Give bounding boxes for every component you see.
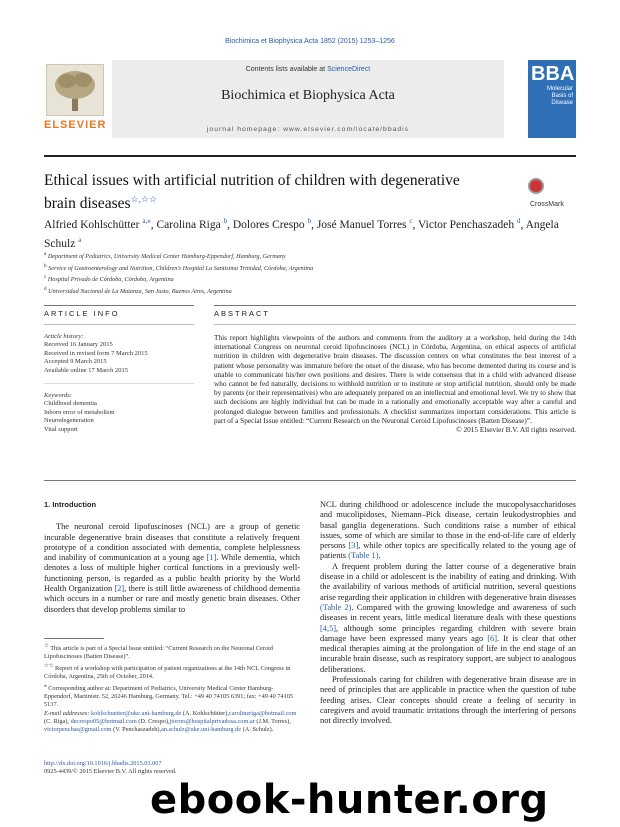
abstract	[214, 309, 576, 434]
author-name[interactable]: Victor Penchaszadeh	[418, 218, 515, 231]
author-affiliation-mark[interactable]: b	[307, 217, 312, 225]
journal-header	[44, 60, 576, 140]
cover-subtitle: Molecular Basis of Disease	[546, 86, 573, 106]
section-heading: 1. Introduction	[44, 500, 97, 509]
paragraph-text: . Compared with the growing knowledge and awareness of such diseases in recent years, little medical literature deals with these questions	[320, 602, 576, 623]
elsevier-tree-icon	[46, 64, 104, 116]
footnote-rule	[44, 638, 104, 639]
journal-title: Biochimica et Biophysica Acta	[221, 88, 395, 103]
citation-link[interactable]: [3]	[348, 541, 359, 551]
paragraph	[320, 562, 576, 675]
email-owner: (C. Riga),	[44, 718, 71, 726]
abstract-copyright: © 2015 Elsevier B.V. All rights reserved.	[456, 425, 576, 435]
doi-link[interactable]: http://dx.doi.org/10.1016/j.bbadis.2015.03.007	[44, 760, 162, 767]
author-name[interactable]: José Manuel Torres	[316, 218, 407, 231]
affiliation	[44, 262, 576, 274]
author-name[interactable]: Dolores Crespo	[232, 218, 305, 231]
author-affiliation-mark[interactable]: a,⁎	[142, 217, 151, 225]
citation-link[interactable]: [1]	[206, 553, 217, 563]
elsevier-logo	[44, 64, 106, 134]
keywords	[44, 392, 194, 434]
paragraph	[44, 522, 300, 615]
abstract-rule	[214, 305, 576, 306]
crossmark-label: CrossMark	[530, 200, 564, 208]
email-owner: (V. Penchaszadeh),	[111, 726, 162, 734]
email-addresses	[44, 710, 300, 734]
article-title-text: Ethical issues with artificial nutrition of children with degenerative brain diseases	[44, 172, 460, 213]
article-title	[44, 172, 494, 213]
citation-link[interactable]: (Table 1)	[348, 551, 379, 561]
article-info-rule	[44, 305, 194, 306]
article-history	[44, 333, 194, 375]
journal-homepage[interactable]: journal homepage: www.elsevier.com/locate/bbadis	[206, 126, 410, 133]
author-affiliation-mark[interactable]: c	[409, 217, 413, 225]
affiliation-mark: a	[44, 251, 47, 257]
issn-line: 0925-4439/© 2015 Elsevier B.V. All rights reserved.	[44, 768, 177, 775]
email-link[interactable]: decrespo05@hotmail.com	[70, 718, 137, 726]
paragraph-text: . While dementia, which denotes a loss of multiple higher cortical functions in a previously well-functioning person, is regarded as a public health priority by the World Health Organization	[44, 553, 300, 594]
paragraph	[320, 500, 576, 562]
citation-link[interactable]: [6]	[487, 633, 498, 643]
email-link[interactable]: carolineriga@hotmail.com	[228, 710, 297, 718]
keyword-item: Childhood dementia	[44, 400, 97, 408]
email-label: E-mail addresses:	[44, 710, 91, 718]
journal-citation[interactable]: Biochimica et Biophysica Acta 1852 (2015) 1253–1256	[225, 38, 395, 45]
email-link[interactable]: victorpenchas@gmail.com	[44, 726, 112, 734]
paragraph-text: . It is clear that other medical therapies aiming at the prolongation of life in the end stage of an incurable brain disease, such as respiratory support, are subject to analogous deliberations.	[320, 633, 576, 674]
affiliation-text: Hospital Privado de Córdoba, Córdoba, Argentina	[47, 276, 174, 284]
abstract-text: This report highlights viewpoints of the authors and comments from the auditory at a workshop, held during the 14th international Congress on neuronal ceroid lipofuscinoses (NCL) in Córdoba, Argentina, on ethical aspects of artificial nutrition in children with degenerative brain diseases. The discussion centers on what constitutes the best interest of a patient whose personality was immature before the onset of the disease, who has become demented during its course and is unable to communicate his/her own positions and desires. There is wide consensus that in a child with advanced disease who cannot be fed naturally, decisions to withhold nutrition or to institute or stop artificial nutrition, should only be made by parents (or their representatives) who are adequately prepared on an intellectual and emotional level. We try to show that such decisions are highly individual but can be made in a rationally and emotionally acceptable way after a careful and prolonged dialogue between families and professionals. A checklist summarizes important considerations. This article is part of a Special Issue entitled: “Current Research on the Neuronal Ceroid Lipofuscinoses (Batten Disease)”.	[214, 333, 576, 425]
article-info-heading: ARTICLE INFO	[44, 309, 120, 318]
crossmark-icon	[528, 178, 544, 194]
header-rule	[44, 155, 576, 157]
cover-bba: BBA	[531, 63, 575, 85]
paragraph-text: , while other topics are specifically related to the young age of patients	[320, 541, 576, 561]
paragraph-text: .	[378, 551, 381, 561]
affiliation-text: Universidad Nacional de La Matanza, San Justo, Buenos Aires, Argentina	[48, 287, 232, 295]
email-link[interactable]: kohlschuetter@uke.uni-hamburg.de	[91, 710, 182, 718]
contents-line	[112, 66, 504, 73]
sciencedirect-link[interactable]: ScienceDirect	[327, 66, 371, 73]
email-link[interactable]: an.schulz@uke.uni-hamburg.de	[161, 726, 242, 734]
abstract-divider	[214, 324, 576, 325]
affiliation	[44, 285, 576, 297]
affiliation-mark: b	[44, 262, 47, 269]
affiliation-text: Service of Gastroenterology and Nutrition, Children's Hospital La Santisima Trinidad, Córdoba, Argentina	[48, 264, 314, 272]
watermark: ebook-hunter.org	[150, 777, 549, 823]
paragraph-text: A frequent problem during the latter course of a degenerative brain disease in a child or adolescent is the inability of eating and drinking. With the availability of various methods of artificial nutrition, several questions arise regarding their application in children with degenerative brain diseases	[320, 561, 576, 602]
history-item: Available online 17 March 2015	[44, 366, 128, 374]
journal-cover[interactable]	[528, 60, 576, 138]
footnote: ☆☆ Report of a workshop with participation of patient organizations at the 14th NCL Congress in Córdoba, Argentina, 25th of October, 2014.	[44, 663, 291, 681]
paragraph-text: The neuronal ceroid lipofuscinoses (NCL) are a group of genetic incurable degenerative brain diseases that constitute a relatively frequent prototype of a condition associated with dementia, complete helplessness and inability of communication at a young age	[44, 522, 300, 563]
keyword-item: Inborn error of metabolism	[44, 408, 115, 416]
title-footnote-marks[interactable]: ☆,☆☆	[130, 194, 157, 204]
affiliation-mark: c	[44, 274, 47, 281]
citation-link[interactable]: [4,5]	[320, 623, 337, 633]
crossmark-badge[interactable]	[528, 177, 576, 208]
author-affiliation-mark[interactable]: d	[516, 217, 521, 225]
paragraph-text: NCL during childhood or adolescence include the mucopolysaccharidoses and mucolipidoses, Niemann–Pick disease, certain leukodystrophies and basal ganglia degenerations. Such conditions raise a number of ethical issues, some of which are similar to those in the end-of-life care of elderly persons	[320, 500, 576, 551]
footnotes	[44, 642, 300, 735]
email-owner: (D. Crespo),	[136, 718, 170, 726]
email-owner: (A. Schulz).	[241, 726, 274, 734]
footnote: ⁎ Corresponding author at: Department of Pediatrics, University Medical Center Hamburg-Eppendorf, Martinistr. 52, 20246 Hamburg, Germany. Tel.: +49 40 74105 6391; fax: +49 40 74105 5137.	[44, 683, 294, 709]
affiliation-list	[44, 250, 576, 296]
article-info	[44, 309, 194, 434]
author-affiliation-mark[interactable]: a	[78, 235, 82, 244]
email-link[interactable]: jtorres@hospitalprivadosa.com.ar	[169, 718, 255, 726]
paragraph-text: , although some principles regarding children with severe brain damage have been expressed many years ago	[320, 623, 576, 643]
citation-link[interactable]: [2]	[114, 584, 125, 594]
keywords-label: Keywords:	[44, 392, 72, 400]
body-column-right	[320, 500, 576, 727]
contents-prefix: Contents lists available at	[245, 66, 328, 73]
keywords-divider	[44, 383, 194, 384]
history-item: Accepted 9 March 2015	[44, 358, 107, 366]
history-item: Received in revised form 7 March 2015	[44, 349, 148, 357]
affiliation-mark: d	[44, 285, 47, 292]
article-info-divider	[44, 324, 194, 325]
footnote: ☆ This article is part of a Special Issue entitled: “Current Research on the Neuronal Ceroid Lipofuscinoses (Batten Disease)”.	[44, 643, 273, 661]
author-name[interactable]: Alfried Kohlschütter	[44, 218, 140, 231]
abstract-heading: ABSTRACT	[214, 309, 271, 318]
affiliation	[44, 273, 576, 285]
affiliation-text: Department of Pediatrics, University Medical Center Hamburg-Eppendorf, Hamburg, Germany	[47, 253, 286, 261]
author-name[interactable]: Carolina Riga	[156, 218, 221, 231]
elsevier-wordmark: ELSEVIER	[44, 119, 107, 131]
doi-block	[44, 760, 300, 776]
email-owner: (J.M. Torres),	[254, 718, 291, 726]
author-affiliation-mark[interactable]: b	[223, 217, 228, 225]
email-owner: (A. Kohlschütter),	[181, 710, 229, 718]
keyword-item: Neurodegeneration	[44, 417, 94, 425]
body-column-left	[44, 500, 300, 615]
affiliation	[44, 250, 576, 262]
paragraph: Professionals caring for children with degenerative brain disease are in need of principles that are applicable in practice when the question of tube feeding arises. Clear concepts should create a feeling of security in caregivers and avoid traumatic irritations through the interfering of persons not directly involved.	[320, 675, 576, 726]
history-item: Received 16 January 2015	[44, 341, 113, 349]
history-label: Article history:	[44, 333, 84, 340]
author-name[interactable]: Angela Schulz	[44, 218, 559, 250]
keyword-item: Vital support	[44, 425, 78, 433]
citation-link[interactable]: (Table 2)	[320, 602, 352, 612]
author-list: Alfried Kohlschütter $^{a,⁎}$, Carolina Riga $^b$, Dolores Crespo $^b$, José Manuel Torres $^c$, Victor Penchaszadeh $^d$, Angela Schulz $^a$	[44, 217, 559, 250]
paragraph-text: , there is still little awareness of childhood dementia which occurs in a number or rare and mostly genetic brain diseases. Other disorders that develop problems similar to	[44, 584, 300, 614]
body-rule	[44, 480, 576, 481]
